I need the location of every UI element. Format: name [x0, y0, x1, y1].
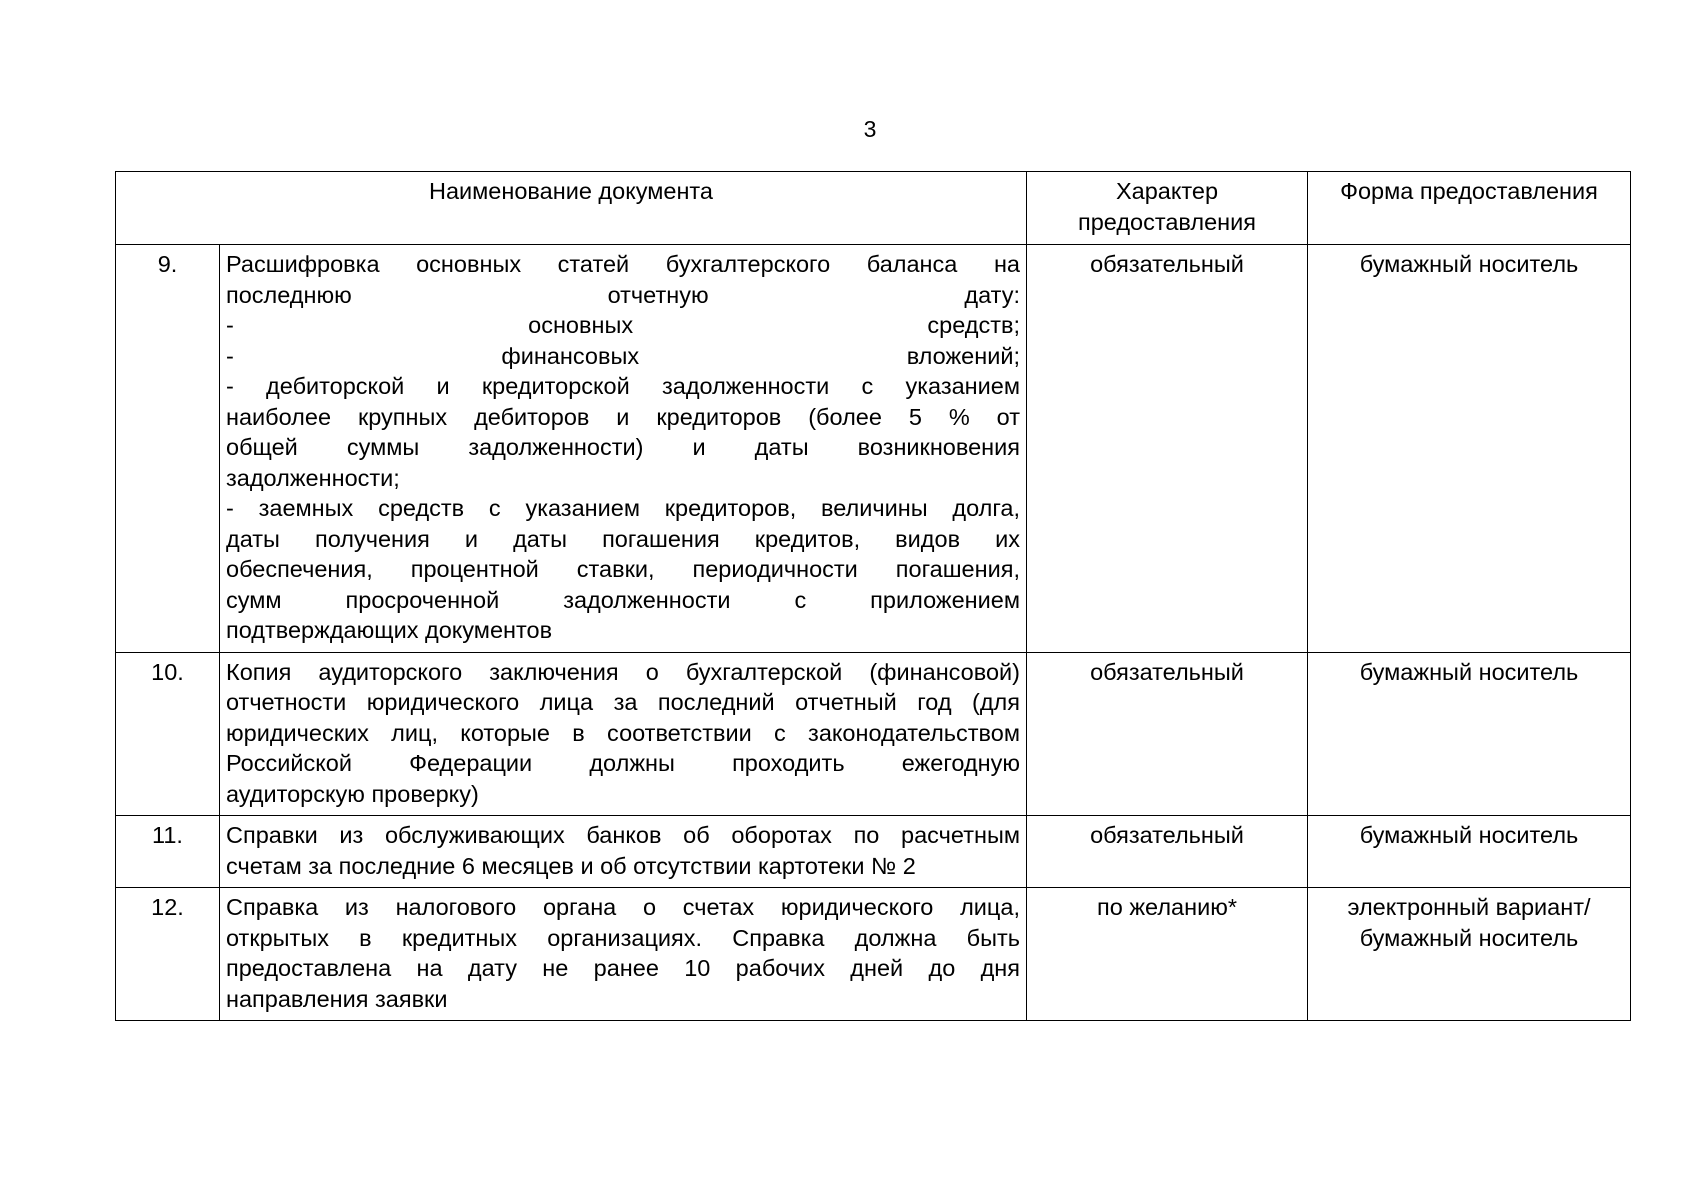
form-line: бумажный носитель [1359, 924, 1579, 951]
document-name-cell [220, 816, 1027, 888]
table-row [116, 245, 1631, 653]
form-cell [1308, 245, 1631, 653]
document-name-line: - основных средств; [226, 312, 1020, 338]
document-name-line: юридических лиц, которые в соответствии с законодательством [226, 719, 1020, 746]
character-cell: по желанию* [1027, 888, 1308, 1021]
document-name-line: даты получения и даты погашения кредитов, видов их [226, 525, 1020, 552]
form-cell [1308, 652, 1631, 816]
form-line: бумажный носитель [1359, 251, 1579, 277]
row-number: 10. [116, 652, 220, 816]
document-name-cell [220, 652, 1027, 816]
header-character-line1: Характер [1115, 178, 1219, 204]
document-name-line: Расшифровка основных статей бухгалтерского баланса на [226, 251, 1020, 277]
document-name-cell [220, 245, 1027, 653]
table-row [116, 816, 1631, 888]
document-name-line: счетам за последние 6 месяцев и об отсутствии картотеки № 2 [226, 852, 916, 879]
form-line: электронный вариант/ [1347, 894, 1591, 920]
document-name-line: открытых в кредитных организациях. Справка должна быть [226, 924, 1020, 951]
documents-table [115, 171, 1631, 1021]
table-row [116, 652, 1631, 816]
table-row [116, 888, 1631, 1021]
document-name-line: общей суммы задолженности) и даты возникновения [226, 434, 1020, 460]
character-cell: обязательный [1027, 245, 1308, 653]
character-cell: обязательный [1027, 652, 1308, 816]
form-line: бумажный носитель [1359, 822, 1579, 848]
document-name-line: задолженности; [226, 464, 400, 491]
form-cell [1308, 816, 1631, 888]
document-name-line: - дебиторской и кредиторской задолженности с указанием [226, 373, 1020, 399]
document-name-line: Справка из налогового органа о счетах юридического лица, [226, 894, 1020, 920]
header-character [1027, 172, 1308, 245]
row-number: 11. [116, 816, 220, 888]
form-line: бумажный носитель [1359, 658, 1579, 685]
document-name-line: Российской Федерации должны проходить ежегодную [226, 750, 1020, 776]
row-number: 9. [116, 245, 220, 653]
document-name-line: Справки из обслуживающих банков об оборотах по расчетным [226, 822, 1020, 848]
document-name-line: аудиторскую проверку) [226, 780, 479, 807]
document-name-line: подтверждающих документов [226, 617, 553, 643]
table-body [116, 245, 1631, 1021]
document-name-line: наиболее крупных дебиторов и кредиторов (более 5 % от [226, 403, 1020, 430]
header-character-line2: предоставления [1077, 208, 1256, 235]
document-name-line: последнюю отчетную дату: [226, 281, 1020, 308]
header-document-name: Наименование документа [116, 172, 1027, 245]
document-name-line: Копия аудиторского заключения о бухгалтерской (финансовой) [226, 658, 1020, 685]
document-name-line: отчетности юридического лица за последний отчетный год (для [226, 689, 1020, 715]
document-name-line: направления заявки [226, 985, 448, 1012]
document-name-cell [220, 888, 1027, 1021]
character-cell: обязательный [1027, 816, 1308, 888]
row-number: 12. [116, 888, 220, 1021]
form-cell [1308, 888, 1631, 1021]
table-header-row [116, 172, 1631, 245]
page-number: 3 [863, 116, 877, 142]
document-name-line: - финансовых вложений; [226, 342, 1020, 369]
header-form: Форма предоставления [1308, 172, 1631, 245]
document-name-line: сумм просроченной задолженности с приложением [226, 586, 1020, 613]
document-name-line: - заемных средств с указанием кредиторов, величины долга, [226, 495, 1020, 521]
document-name-line: обеспечения, процентной ставки, периодичности погашения, [226, 556, 1020, 582]
document-name-line: предоставлена на дату не ранее 10 рабочих дней до дня [226, 955, 1020, 981]
